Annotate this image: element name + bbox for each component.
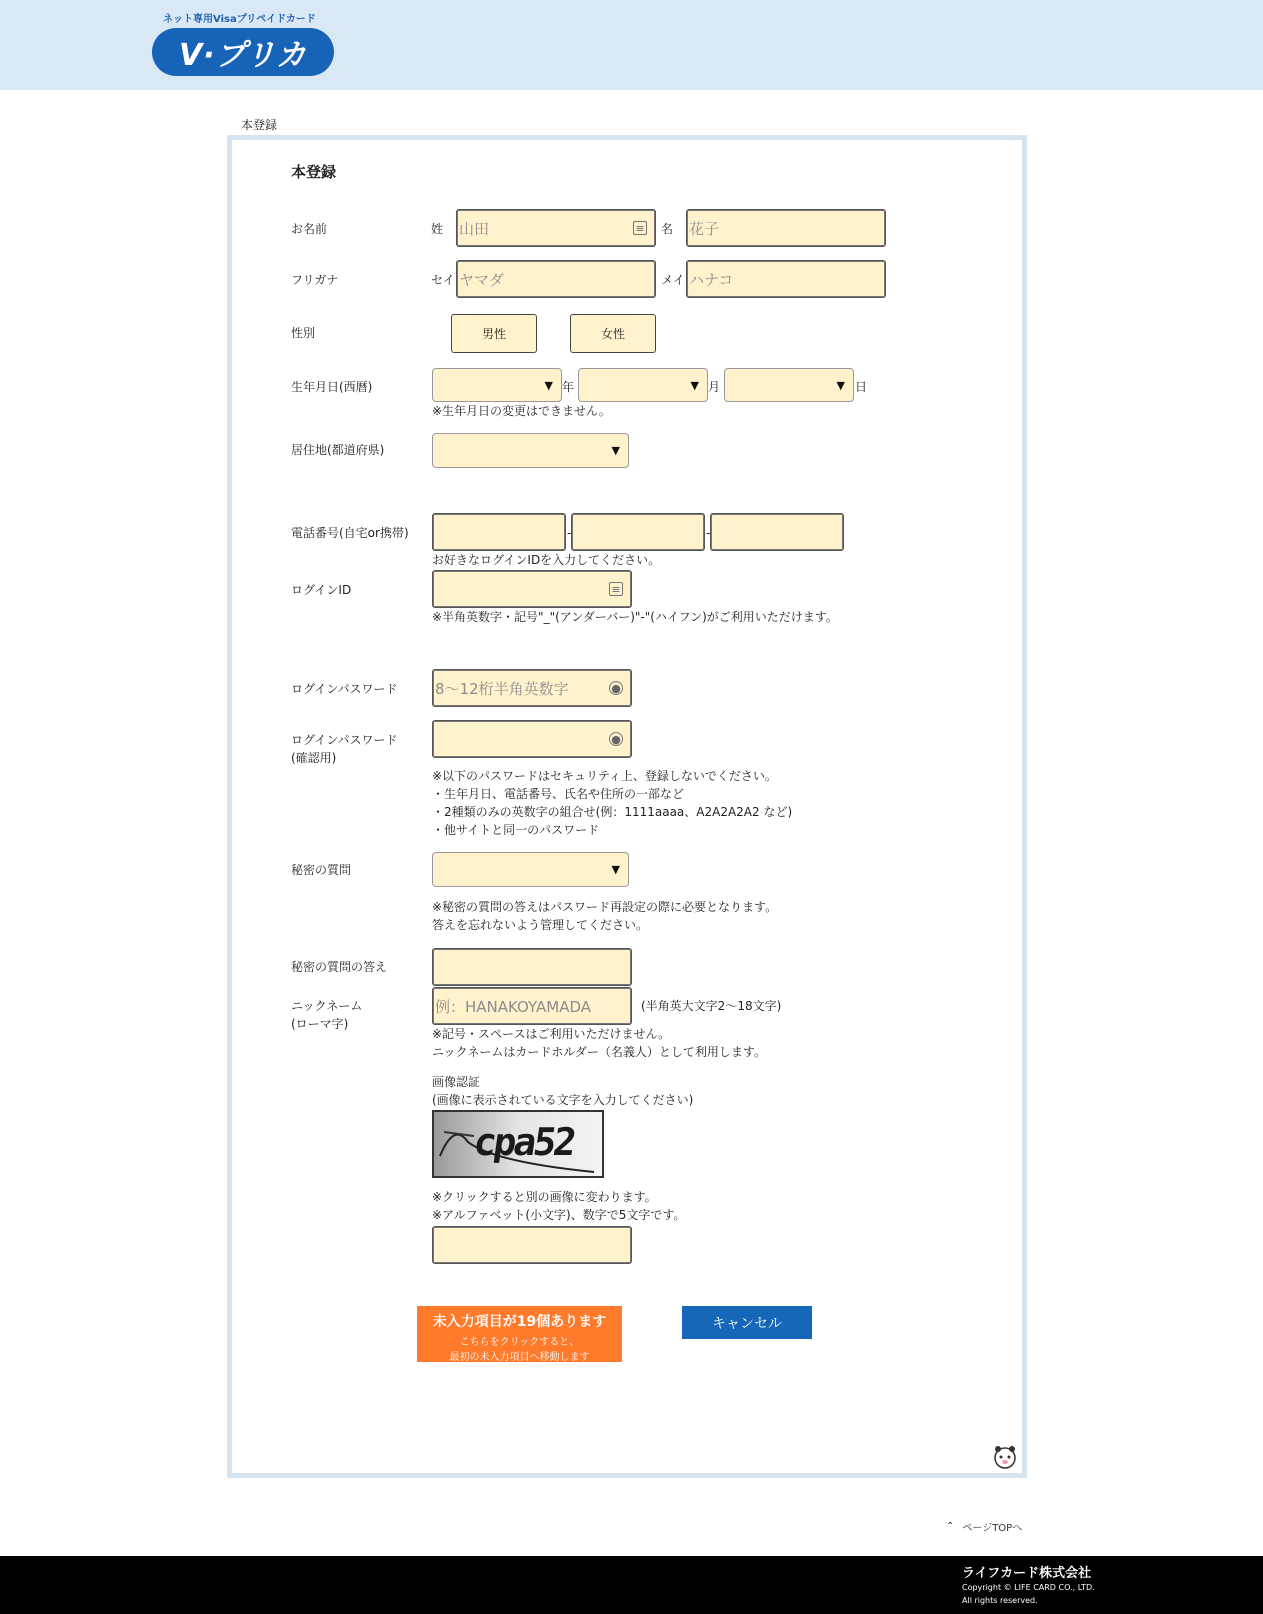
password-confirm-label: ログインパスワード (291, 733, 398, 747)
company-name: ライフカード株式会社 (962, 1566, 1092, 1581)
password-label: ログインパスワード (291, 682, 398, 696)
phone-separator-2: - (706, 526, 711, 540)
chevron-down-icon: ▼ (690, 378, 699, 392)
secret-question-note: ※秘密の質問の答えはパスワード再設定の際に必要となります。 (432, 900, 778, 914)
day-suffix: 日 (855, 380, 868, 394)
last-name-placeholder: 山田 (459, 219, 490, 238)
contact-card-icon[interactable]: ≡ (633, 221, 647, 235)
captcha-subtitle: (画像に表示されている文字を入力してください) (432, 1093, 694, 1107)
missing-fields-button[interactable] (417, 1306, 622, 1362)
login-id-hint: お好きなログインIDを入力してください。 (432, 553, 661, 567)
first-name-kana-placeholder: ハナコ (689, 270, 734, 289)
password-note: ・他サイトと同一のパスワード (432, 823, 600, 837)
key-icon[interactable]: ● (609, 732, 623, 746)
password-confirm-input[interactable] (432, 720, 632, 758)
secret-question-note: 答えを忘れないよう管理してください。 (432, 918, 649, 932)
secret-answer-label: 秘密の質問の答え (291, 960, 388, 974)
mascot-icon (991, 1443, 1019, 1471)
chevron-down-icon: ▼ (611, 444, 620, 457)
captcha-image[interactable] (432, 1110, 604, 1178)
contact-card-icon[interactable]: ≡ (609, 582, 623, 596)
nickname-input[interactable] (432, 987, 632, 1025)
cancel-button[interactable]: キャンセル (682, 1306, 812, 1339)
login-id-note: ※半角英数字・記号"_"(アンダーバー)"-"(ハイフン)がご利用いただけます。 (432, 610, 838, 624)
gender-label: 性別 (291, 326, 316, 340)
captcha-note: ※クリックすると別の画像に変わります。 (432, 1190, 657, 1204)
captcha-title: 画像認証 (432, 1075, 481, 1089)
captcha-note: ※アルファベット(小文字)、数字で5文字です。 (432, 1208, 686, 1222)
vpreca-logo[interactable]: V·プリカ (152, 28, 334, 76)
key-icon[interactable]: ● (609, 681, 623, 695)
prefecture-select[interactable] (432, 433, 629, 468)
page-title: 本登録 (291, 163, 337, 181)
site-footer (0, 1556, 1263, 1614)
birth-month-select[interactable] (578, 368, 708, 402)
page-top-label: ページTOPへ (962, 1523, 1023, 1534)
secret-question-label: 秘密の質問 (291, 863, 352, 877)
mei-label: 名 (661, 222, 674, 236)
chevron-down-icon: ▼ (611, 863, 620, 876)
nickname-note: ※記号・スペースはご利用いただけません。 (432, 1027, 671, 1041)
logo-tagline: ネット専用Visaプリペイドカード (163, 14, 316, 25)
password-note: ※以下のパスワードはセキュリティ上、登録しないでください。 (432, 769, 777, 783)
first-name-input[interactable] (686, 209, 886, 247)
missing-fields-title: 未入力項目が19個あります (432, 1314, 607, 1330)
password-confirm-sublabel: (確認用) (291, 751, 337, 765)
site-header (0, 0, 1263, 90)
last-name-kana-input[interactable] (456, 260, 656, 298)
birthday-note: ※生年月日の変更はできません。 (432, 404, 611, 418)
chevron-down-icon: ▼ (836, 378, 845, 392)
nickname-label: ニックネーム (291, 999, 363, 1013)
kana-label: フリガナ (291, 273, 339, 287)
phone-separator-1: - (567, 526, 572, 540)
year-suffix: 年 (562, 380, 575, 394)
last-name-kana-placeholder: ヤマダ (459, 270, 505, 289)
nickname-hint: (半角英大文字2～18文字) (641, 999, 782, 1013)
gender-female-button[interactable]: 女性 (570, 314, 656, 353)
first-name-placeholder: 花子 (689, 219, 720, 238)
last-name-input[interactable] (456, 209, 656, 247)
name-label: お名前 (291, 222, 328, 236)
nickname-sublabel: (ローマ字) (291, 1017, 349, 1031)
phone-part1-input[interactable] (432, 513, 566, 551)
sei-label: 姓 (431, 222, 444, 236)
password-placeholder: 8～12桁半角英数字 (435, 679, 569, 698)
birthday-label: 生年月日(西暦) (291, 380, 373, 394)
month-suffix: 月 (708, 380, 721, 394)
secret-answer-input[interactable] (432, 948, 632, 986)
chevron-up-icon: ⌃ (946, 1521, 955, 1532)
nickname-note: ニックネームはカードホルダー（名義人）として利用します。 (432, 1045, 766, 1059)
missing-fields-sub2: 最初の未入力項目へ移動します (449, 1352, 590, 1363)
birth-year-select[interactable] (432, 368, 562, 402)
kana-sei-label: セイ (431, 273, 455, 287)
gender-male-button[interactable]: 男性 (451, 314, 537, 353)
secret-question-select[interactable] (432, 852, 629, 887)
chevron-down-icon: ▼ (544, 378, 553, 392)
prefecture-label: 居住地(都道府県) (291, 443, 385, 457)
password-input[interactable] (432, 669, 632, 707)
page-top-link[interactable] (946, 1519, 1022, 1534)
rights-text: All rights reserved. (962, 1596, 1038, 1605)
password-note: ・2種類のみの英数字の組合せ(例：1111aaaa、A2A2A2A2 など) (432, 805, 793, 819)
first-name-kana-input[interactable] (686, 260, 886, 298)
login-id-label: ログインID (291, 583, 352, 597)
missing-fields-sub1: こちらをクリックすると、 (459, 1337, 580, 1348)
phone-label: 電話番号(自宅or携帯) (291, 526, 409, 540)
captcha-input[interactable] (432, 1226, 632, 1264)
phone-part2-input[interactable] (571, 513, 705, 551)
login-id-input[interactable] (432, 570, 632, 608)
nickname-placeholder: 例：HANAKOYAMADA (435, 997, 592, 1016)
kana-mei-label: メイ (661, 273, 685, 287)
birth-day-select[interactable] (724, 368, 854, 402)
copyright-text: Copyright © LIFE CARD CO., LTD. (962, 1583, 1095, 1592)
password-note: ・生年月日、電話番号、氏名や住所の一部など (432, 787, 685, 801)
breadcrumb: 本登録 (241, 118, 278, 132)
captcha-text: cpa52 (470, 1120, 577, 1164)
phone-part3-input[interactable] (710, 513, 844, 551)
